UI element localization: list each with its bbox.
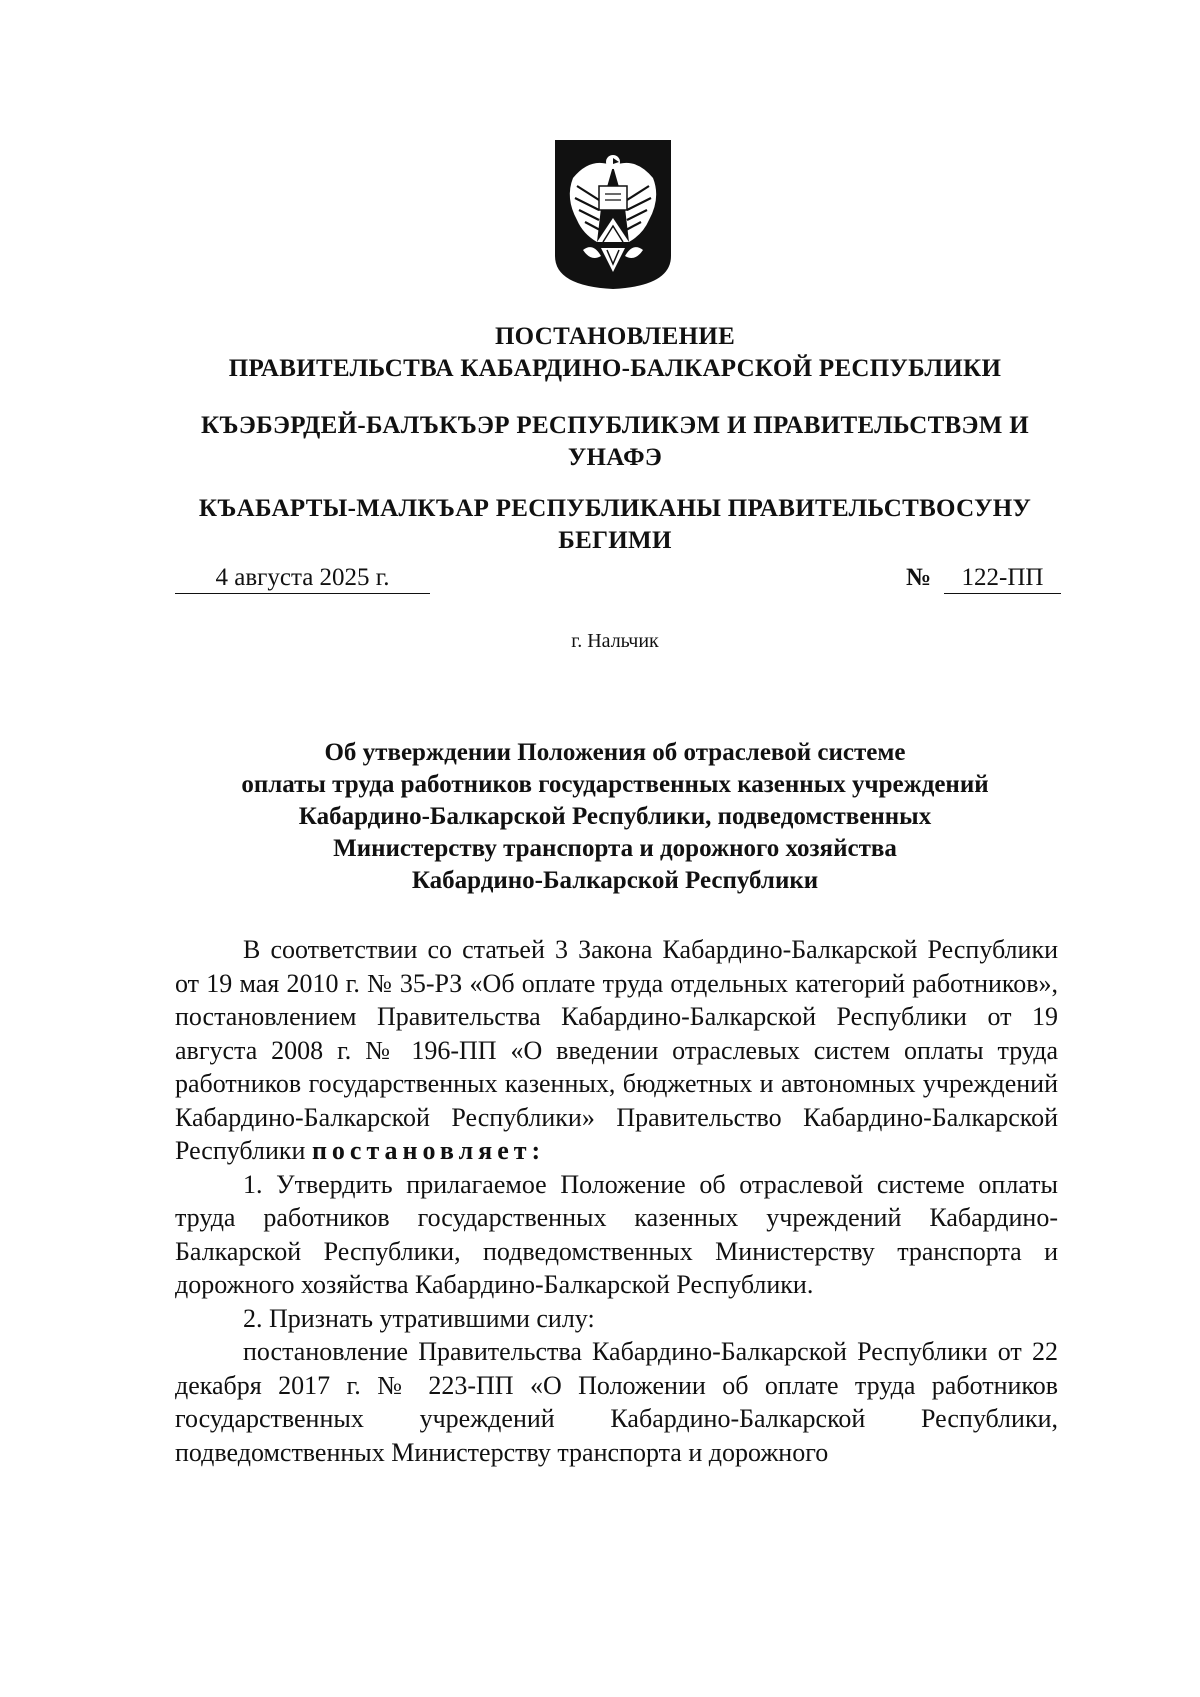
heading-ru-line-2: ПРАВИТЕЛЬСТВА КАБАРДИНО-БАЛКАРСКОЙ РЕСПУБЛИКИ bbox=[228, 355, 1002, 382]
item-2-sub-paragraph: постановление Правительства Кабардино-Балкарской Республики от 22 декабря 2017 г. № 223-ПП «О Положении об оплате труда работников государственных учреждений Кабардино-Балкарской Республики, подведомственных Министерству транспорта и дорожного bbox=[175, 1337, 1058, 1467]
heading-balkar bbox=[175, 493, 1055, 557]
preamble-paragraph bbox=[175, 933, 1058, 1168]
heading-kab-line-2: УНАФЭ bbox=[567, 444, 663, 471]
document-number bbox=[906, 563, 1061, 593]
heading-bal-line-1: КЪАБАРТЫ-МАЛКЪАР РЕСПУБЛИКАНЫ ПРАВИТЕЛЬСТВОСУНУ bbox=[198, 495, 1032, 522]
item-1-paragraph: 1. Утвердить прилагаемое Положение об отраслевой системе оплаты труда работников государственных казенных учреждений Кабардино-Балкарской Республики, подведомственных Министерству транспорта и дорожного хозяйства Кабардино-Балкарской Республики. bbox=[175, 1169, 1058, 1299]
coat-of-arms-icon bbox=[553, 138, 673, 291]
number-value: 122-ПП bbox=[944, 563, 1061, 594]
heading-kab-line-1: КЪЭБЭРДЕЙ-БАЛЪКЪЭР РЕСПУБЛИКЭМ И ПРАВИТЕЛЬСТВЭМ И bbox=[201, 412, 1029, 439]
heading-kabardian bbox=[175, 410, 1055, 474]
title-line-5: Кабардино-Балкарской Республики bbox=[411, 867, 819, 894]
title-line-4: Министерству транспорта и дорожного хозяйства bbox=[333, 835, 897, 862]
title-line-3: Кабардино-Балкарской Республики, подведомственных bbox=[298, 803, 932, 830]
title-line-2: оплаты труда работников государственных казенных учреждений bbox=[241, 771, 989, 798]
city-label: г. Нальчик bbox=[571, 630, 659, 652]
preamble-text: В соответствии со статьей 3 Закона Кабардино-Балкарской Республики от 19 мая 2010 г. № 35-РЗ «Об оплате труда отдельных категорий работников», постановлением Правительства Кабардино-Балкарской Республики от 19 августа 2008 г. № 196-ПП «О введении отраслевых систем оплаты труда работников государственных казенных, бюджетных и автономных учреждений Кабардино-Балкарской Республики» Правительство Кабардино-Балкарской Республики bbox=[175, 935, 1058, 1165]
item-2-paragraph: 2. Признать утратившими силу: bbox=[243, 1303, 595, 1333]
number-sign: № bbox=[906, 564, 932, 591]
document-body bbox=[175, 933, 1058, 1469]
decree-word: постановляет: bbox=[311, 1136, 546, 1165]
heading-bal-line-2: БЕГИМИ bbox=[558, 527, 672, 554]
document-date: 4 августа 2025 г. bbox=[175, 563, 430, 594]
document-title bbox=[175, 737, 1055, 897]
document-type-heading bbox=[175, 321, 1055, 385]
heading-ru-line-1: ПОСТАНОВЛЕНИЕ bbox=[494, 323, 736, 350]
title-line-1: Об утверждении Положения об отраслевой системе bbox=[324, 739, 906, 766]
